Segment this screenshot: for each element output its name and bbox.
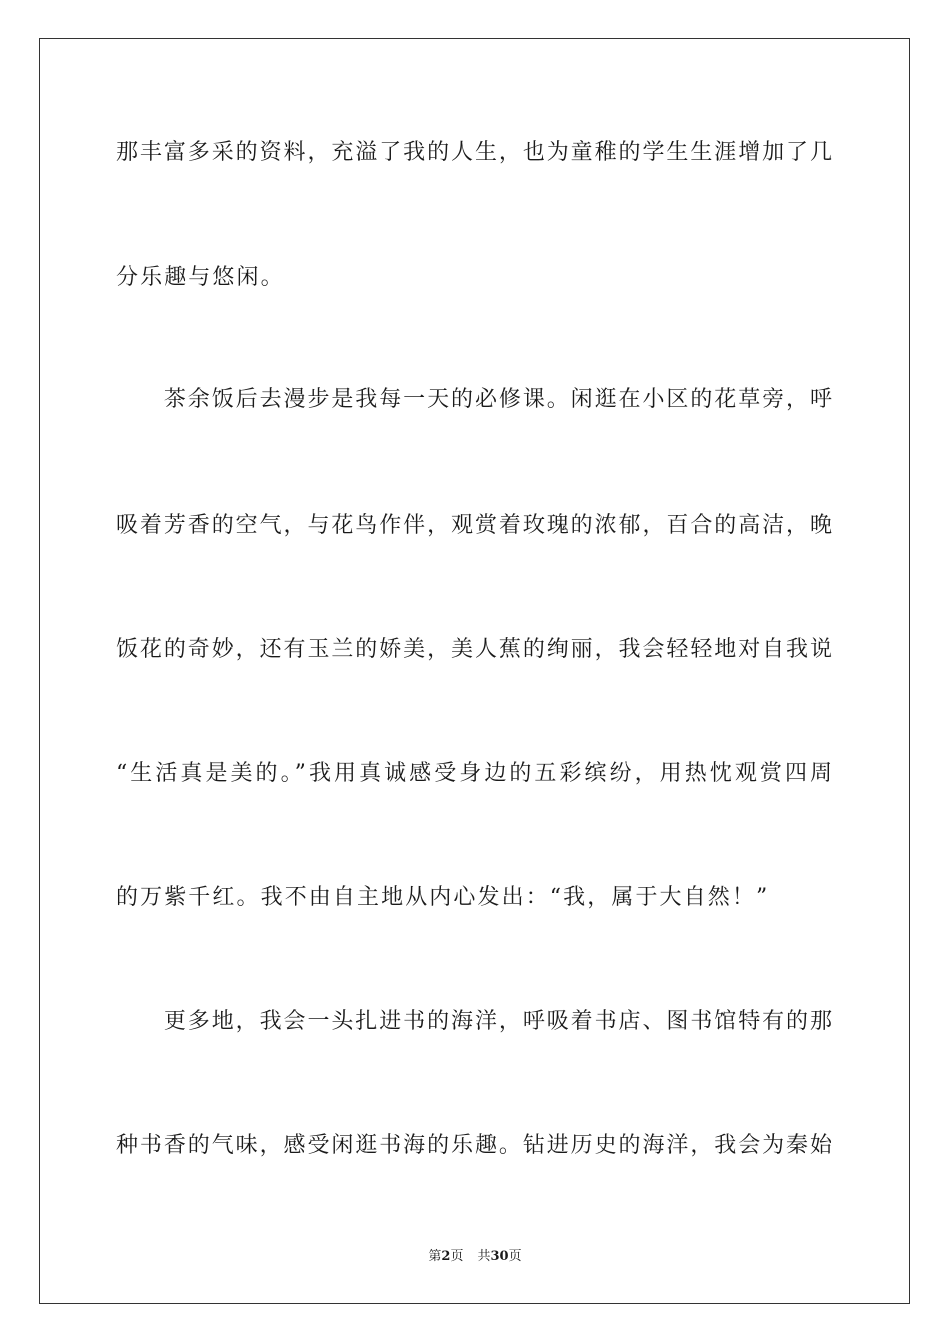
- body-text-line: 种书香的气味，感受闲逛书海的乐趣。钻进历史的海洋，我会为秦始: [116, 1133, 832, 1158]
- body-text-line: 分乐趣与悠闲。: [116, 265, 285, 290]
- body-text-line: 的万紫千红。我不由自主地从内心发出：“我，属于大自然！”: [116, 885, 770, 910]
- page-border: [39, 38, 910, 1304]
- body-text-line: 茶余饭后去漫步是我每一天的必修课。闲逛在小区的花草旁，呼: [116, 387, 832, 412]
- body-text-line: 更多地，我会一头扎进书的海洋，呼吸着书店、图书馆特有的那: [116, 1009, 832, 1034]
- total-suffix: 页: [508, 1249, 522, 1264]
- page-suffix: 页: [450, 1249, 464, 1264]
- total-prefix: 共: [477, 1249, 491, 1264]
- body-text-line: 那丰富多采的资料，充溢了我的人生，也为童稚的学生生涯增加了几: [116, 140, 832, 165]
- body-text-line: “生活真是美的。”我用真诚感受身边的五彩缤纷，用热忱观赏四周: [116, 761, 832, 786]
- page-prefix: 第: [428, 1249, 442, 1264]
- total-pages: 30: [490, 1249, 509, 1264]
- body-text-line: 吸着芳香的空气，与花鸟作伴，观赏着玫瑰的浓郁，百合的高洁，晚: [116, 513, 832, 538]
- page-number: 2: [441, 1249, 451, 1264]
- page-footer: [0, 1248, 950, 1266]
- body-text-line: 饭花的奇妙，还有玉兰的娇美，美人蕉的绚丽，我会轻轻地对自我说: [116, 637, 832, 662]
